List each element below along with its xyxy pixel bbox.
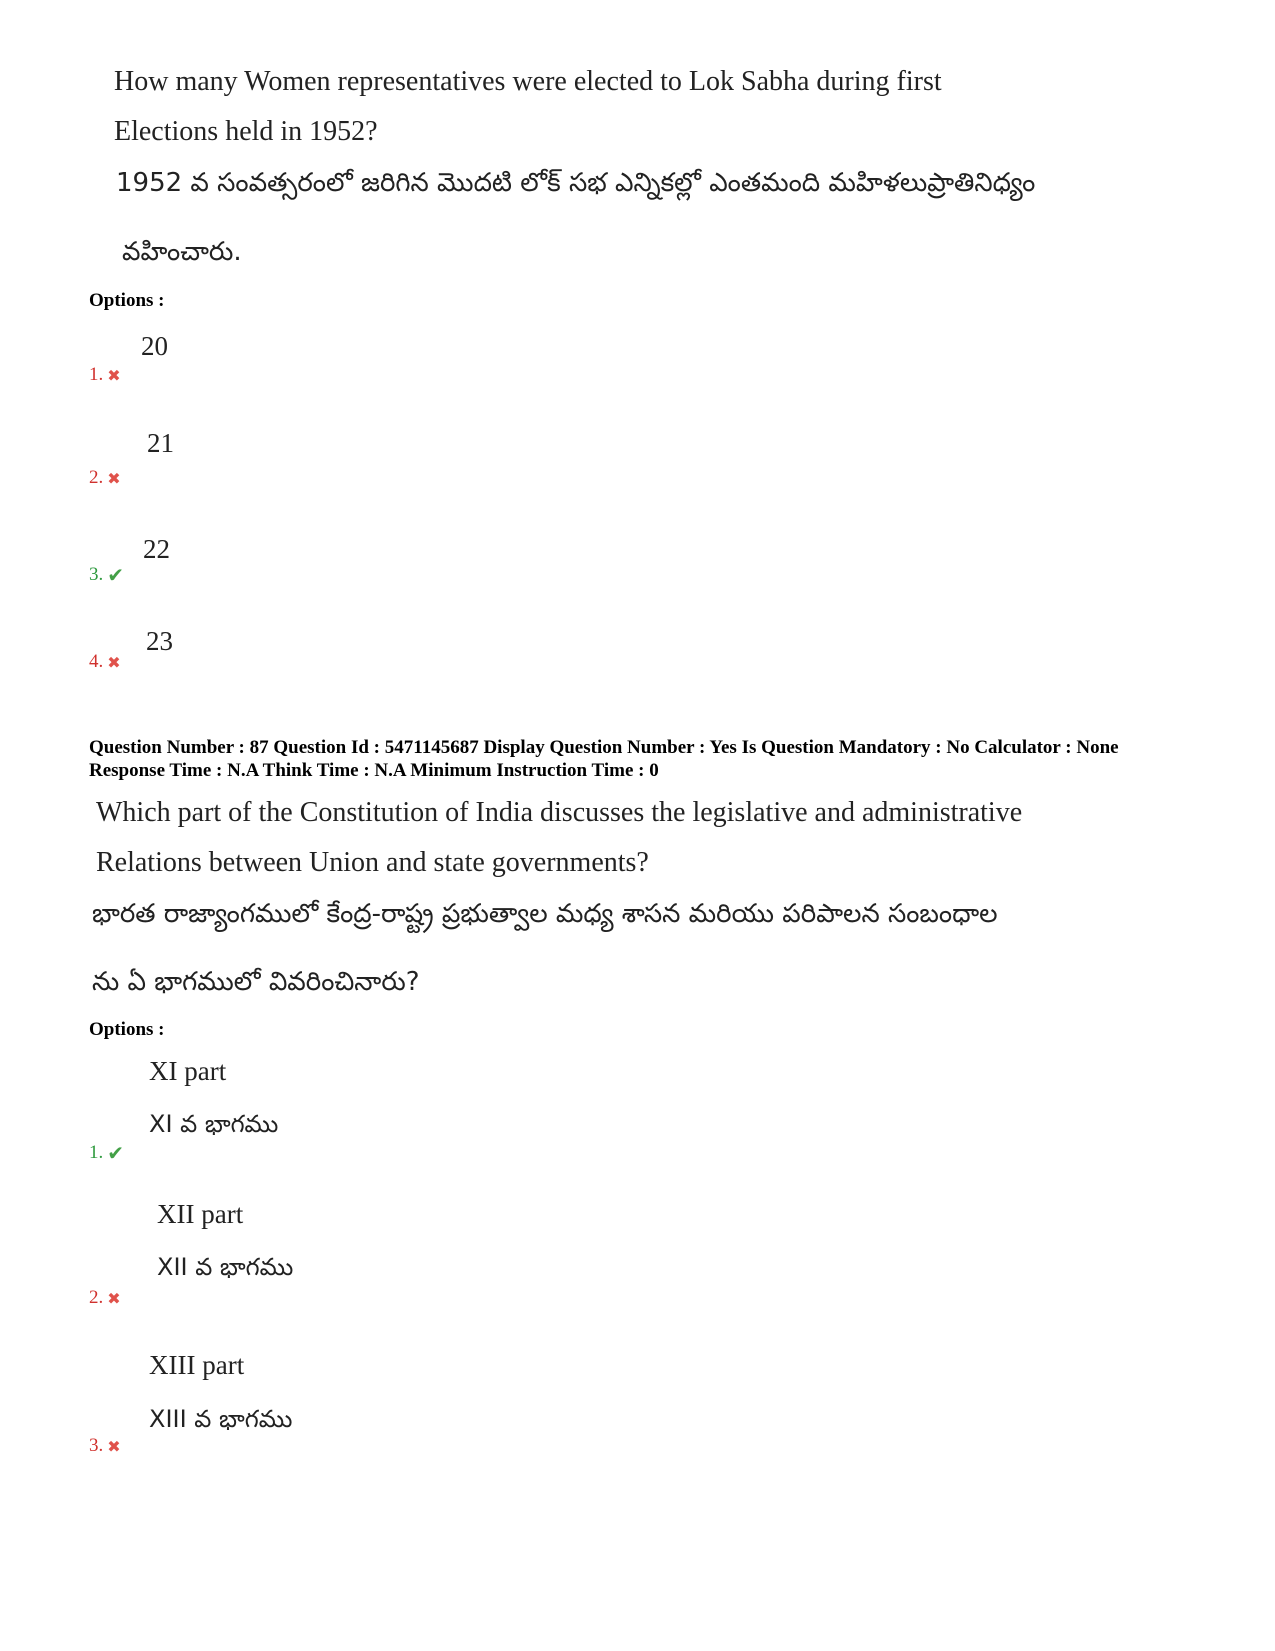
option-4-value: 23 — [146, 626, 173, 656]
checkmark-icon: ✔ — [107, 563, 125, 587]
option-2-value: 21 — [147, 428, 174, 458]
option-3-value-te: XIII వ భాగము — [149, 1405, 293, 1433]
option-1-number: 1. ✔ — [89, 1141, 125, 1165]
checkmark-icon: ✔ — [107, 1141, 125, 1165]
options-label: Options : — [89, 290, 165, 311]
option-2-value-te: XII వ భాగము — [157, 1253, 294, 1281]
option-3-number: 3. ✔ — [89, 563, 125, 587]
option-1-number: 1. ✖ — [89, 364, 121, 385]
question-text-te-line1: 1952 వ సంవత్సరంలో జరిగిన మొదటి లోక్ సభ ఎన్నికల్లో ఎంతమంది మహిళలుప్రాతినిధ్యం — [116, 168, 1036, 198]
question-text-en-line2: Relations between Union and state governments? — [96, 847, 649, 878]
option-1-value-en: XI part — [149, 1056, 227, 1086]
option-1-value-te: XI వ భాగము — [149, 1110, 279, 1138]
question-text-en-line1: Which part of the Constitution of India discusses the legislative and administrative — [96, 797, 1023, 828]
wrong-icon: ✖ — [107, 1288, 121, 1308]
wrong-icon: ✖ — [107, 365, 121, 385]
question-text-en-line2: Elections held in 1952? — [114, 116, 378, 147]
option-3-value-en: XIII part — [149, 1350, 245, 1380]
wrong-icon: ✖ — [107, 468, 121, 488]
option-2-number: 2. ✖ — [89, 1287, 121, 1308]
question-text-en-line1: How many Women representatives were elected to Lok Sabha during first — [114, 66, 942, 97]
question-text-te-line2: వహించారు. — [122, 237, 242, 267]
question-text-te-line1: భారత రాజ్యాంగములో కేంద్ర-రాష్ట్ర ప్రభుత్వాల మధ్య శాసన మరియు పరిపాలన సంబంధాల — [92, 899, 998, 929]
question-text-te-line2: ను ఏ భాగములో వివరించినారు? — [92, 967, 420, 997]
option-2-number: 2. ✖ — [89, 467, 121, 488]
wrong-icon: ✖ — [107, 652, 121, 672]
option-1-value: 20 — [141, 331, 168, 361]
wrong-icon: ✖ — [107, 1436, 121, 1456]
option-3-value: 22 — [143, 534, 170, 564]
option-2-value-en: XII part — [157, 1199, 244, 1229]
option-4-number: 4. ✖ — [89, 651, 121, 672]
option-3-number: 3. ✖ — [89, 1435, 121, 1456]
question-meta: Question Number : 87 Question Id : 5471145687 Display Question Number : Yes Is Question Mandatory : No Calculator : None Response Time : N.A Think Time : N.A Minimum Instruction Time : 0 — [89, 737, 1119, 781]
options-label: Options : — [89, 1019, 165, 1040]
